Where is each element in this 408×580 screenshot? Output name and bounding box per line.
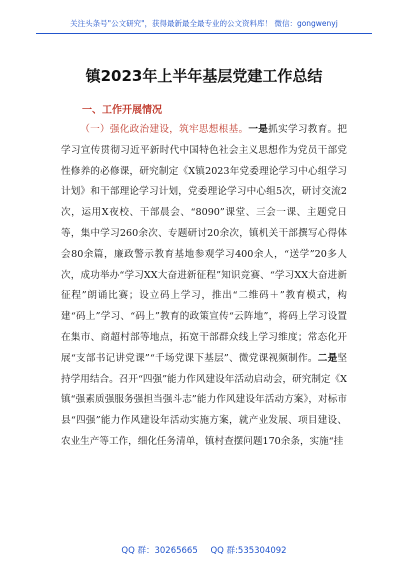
footer-contacts [0,544,408,556]
header-banner: 关注头条号"公文研究"，获得最新最全最专业的公文资料库！ 微信：gongwenyj [36,18,372,34]
paragraph-text-2: 坚持学用结合。召开“四强”能力作风建设年活动启动会，研究制定《X镇“强素质强服务强担当强斗志”能力作风建设年活动方案》，对标市县“四强”能力作风建设年活动实施方案，就产业发展、项目建设、农业生产等工作，细化任务清单，镇村查摆问题170余条，实施“挂 [61,352,348,447]
body-paragraph [61,120,347,453]
subheading: （一）强化政治建设，筑牢思想根基。 [80,124,249,135]
footer-qq-group-2: QQ 群:535304092 [210,546,287,556]
paragraph-text-1: 抓实学习教育。把学习宣传贯彻习近平新时代中国特色社会主义思想作为党员干部党性修养的必修课，研究制定《X镇2023年党委理论学习中心组学习计划》和干部理论学习计划，党委理论学习中心组5次，研讨交流2次，运用X夜校、干部晨会、“8090”课堂、三会一课、主题党日等，集中学习260余次、专题研讨20余次，镇机关干部撰写心得体会80余篇，廉政警示教育基地参观学习400余人，“送学”20多人次，成功举办“学习XX大奋进新征程”知识竞赛、“学习XX大奋进新征程”朗诵比赛；设立码上学习，推出“二维码＋”教育模式，构建“码上”学习、“码上”教育的政策宣传“云阵地”，将码上学习设置在集市、商超村部等地点，拓宽干部群众线上学习维度；常态化开展“支部书记讲党课”“千场党课下基层”、微党课视频制作。 [61,124,348,364]
footer-qq-group-1: QQ 群：30265665 [121,546,198,556]
document-title: 镇2023年上半年基层党建工作总结 [85,67,323,85]
lead-marker-1: 一是 [248,124,269,135]
section-heading: 一、工作开展情况 [82,105,162,116]
lead-marker-2: 二是 [317,352,338,364]
